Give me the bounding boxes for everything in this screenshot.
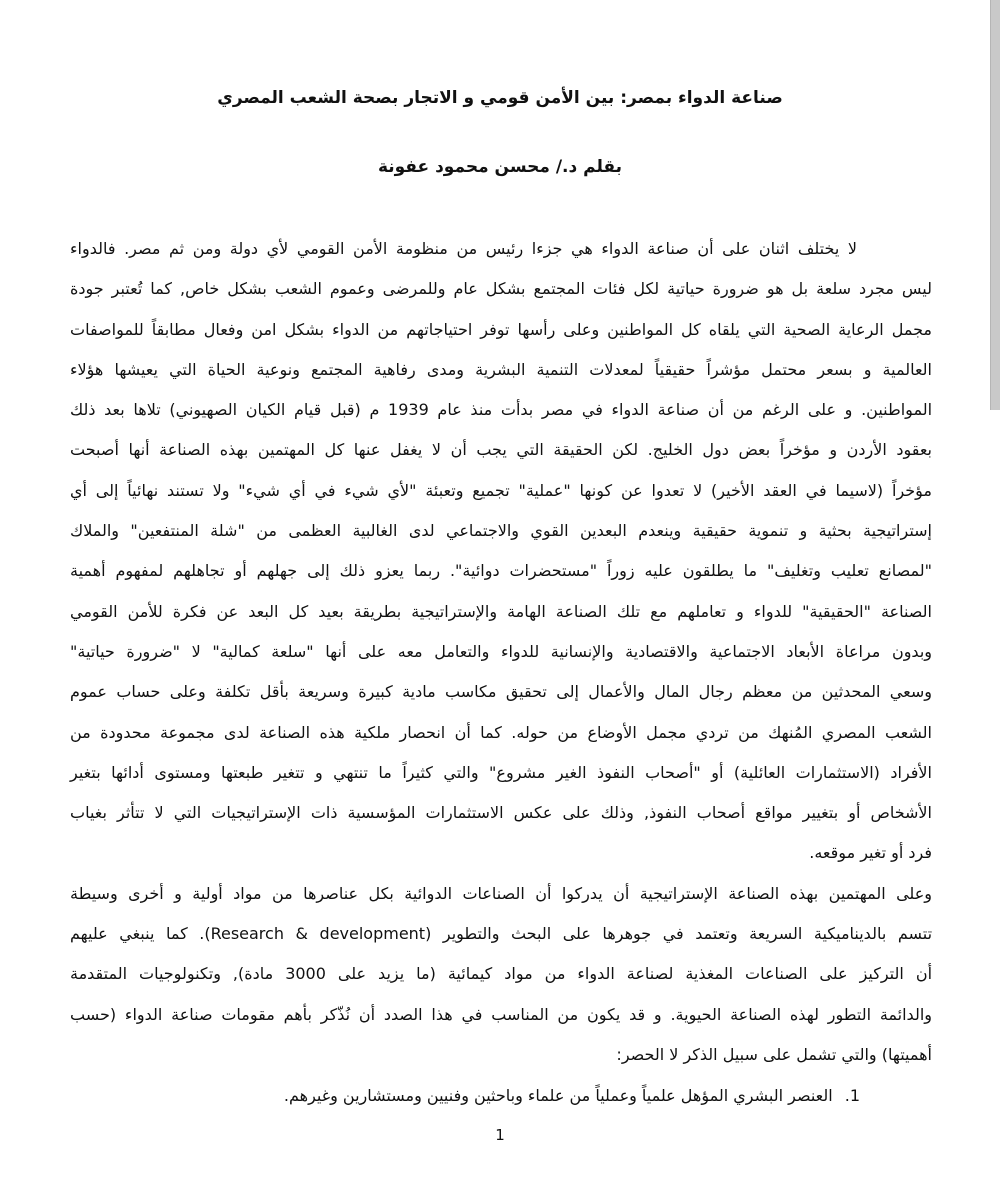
list-number: 1. [844,1086,860,1105]
paragraph-line: ليس مجرد سلعة بل هو ضرورة حياتية لكل فئات المجتمع بشكل عام وللمرضى وعموم الشعب بشكل خاص, كما تُعتبر جودة [70,279,932,299]
vertical-scrollbar[interactable] [990,0,1000,410]
paragraph-line: وبدون مراعاة الأبعاد الاجتماعية والاقتصادية والإنسانية للدواء والتعامل معه على أنها "سلعة كمالية" لا "ضرورة حياتية" [70,641,932,661]
paragraph-line: لا يختلف اثنان على أن صناعة الدواء هي جزءا رئيس من منظومة الأمن القومي لأي دولة ومن ثم مصر. فالدواء [70,239,857,258]
paragraph-line: الصناعة "الحقيقية" للدواء و تعاملهم مع تلك الصناعة الهامة والإستراتيجية بطريقة بعيد كل البعد عن فكرة للأمن القومي [70,601,932,621]
paragraph-line: الأشخاص أو بتغيير مواقع أصحاب النفوذ, وذلك على عكس الاستثمارات المؤسسية ذات الإستراتيجيات التي لا تتأثر بغياب [70,803,932,823]
paragraph-line: والدائمة التطور لهذه الصناعة الحيوية. و قد يكون من المناسب في هذا الصدد أن نُذّكر بأهم مقومات صناعة الدواء (حسب [70,1004,932,1024]
page-number: 1 [495,1126,505,1144]
document-body [70,233,932,1079]
paragraph-line: بعقود الأردن و مؤخراً بعض دول الخليج. لكن الحقيقة التي يجب أن لا يغفل عنها كل المهتمين بهذه الصناعة أنها أصبحت [70,440,932,460]
paragraph-line: وسعي المحدثين من معظم رجال المال والأعمال إلى تحقيق مكاسب مادية كبيرة وسريعة بأقل تكلفة وعلى حساب عموم [70,682,932,702]
paragraph-line: العالمية و بسعر محتمل مؤشراً حقيقياً لمعدلات التنمية البشرية ومدى رفاهية المجتمع ونوعية الحياة التي يعيشها هؤلاء [70,359,932,379]
list-text: العنصر البشري المؤهل علمياً وعملياً من علماء وباحثين وفنيين ومستشارين وغيرهم. [283,1086,833,1105]
paragraph-line: أن التركيز على الصناعات المغذية لصناعة الدواء من مواد كيمائية (ما يزيد على 3000 مادة), وتكنولوجيات المتقدمة [70,964,933,984]
paragraph-line: الشعب المصري المُنهك من تردي مجمل الأوضاع من حوله. كما أن انحصار ملكية هذه الصناعة لدى مجموعة محدودة من [70,722,932,742]
paragraph-line: "لمصانع تعليب وتغليف" ما يطلقون عليه زوراً "مستحضرات دوائية". ربما يعزو ذلك إلى جهلهم أو تجاهلهم لمفهوم أهمية [70,561,932,581]
paragraph-line: وعلى المهتمين بهذه الصناعة الإستراتيجية أن يدركوا أن الصناعات الدوائية بكل عناصرها من مواد أولية و أخرى وسيطة [70,883,932,903]
paragraph-line: تتسم بالديناميكية السريعة وتعتمد في جوهرها على البحث والتطوير (Research & development). كما ينبغي عليهم [70,924,933,944]
list-item [284,1080,860,1112]
document-author: بقلم د./ محسن محمود عفونة [377,157,623,177]
paragraph-line: الأفراد (الاستثمارات العائلية) أو "أصحاب النفوذ الغير مشروع" والتي كثيراً ما تنتهي و تتغير طبعتها ومستوى أدائها بتغير [70,762,932,782]
document-title: صناعة الدواء بمصر: بين الأمن قومي و الاتجار بصحة الشعب المصري [217,88,783,108]
paragraph-line: مجمل الرعاية الصحية التي يلقاه كل المواطنين وعلى رأسها توفر احتياجاتهم من الدواء بشكل امن وفعال مطابقاً للمواصفات [70,319,932,339]
paragraph-line: فرد أو تغير موقعه. [809,843,932,863]
paragraph-line: أهميتها) والتي تشمل على سبيل الذكر لا الحصر: [616,1044,932,1064]
paragraph-line: المواطنين. و على الرغم من أن صناعة الدواء في مصر بدأت منذ عام 1939 م (قبل قيام الكيان الصهيوني) تلاها بعد ذلك [70,400,933,420]
paragraph-line: مؤخراً (لاسيما في العقد الأخير) لا تعدوا عن كونها "عملية" تجميع وتعبئة "لأي شيء في أي شيء" ولا تستند نهائياً إلى أي [70,480,932,500]
paragraph-line: إستراتيجية بحثية و تنموية حقيقية وينعدم البعدين القوي والاجتماعي لدى الغالبية العظمى من "شلة المنتفعين" والملاك [70,521,932,541]
